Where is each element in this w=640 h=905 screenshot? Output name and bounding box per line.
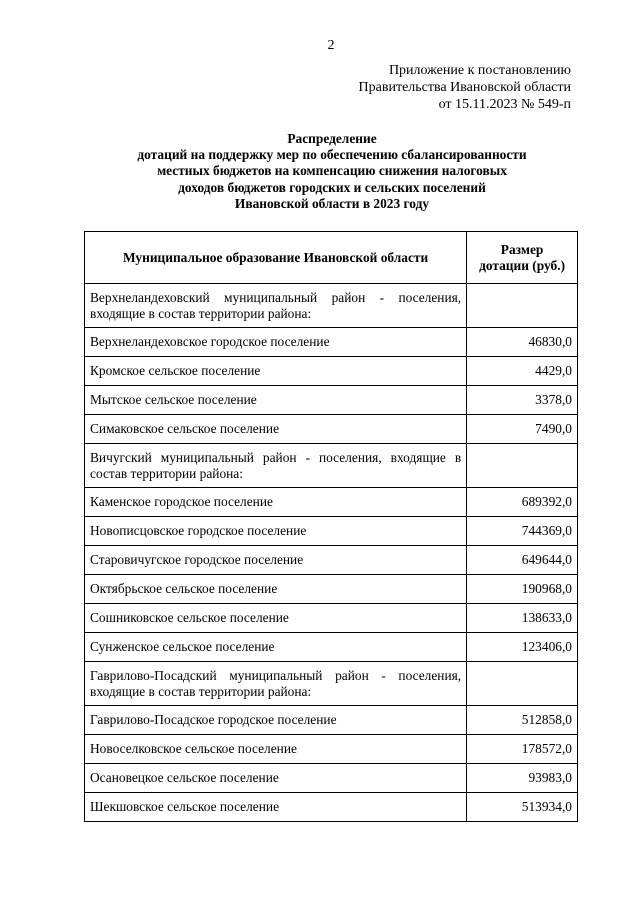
municipality-name: Сошниковское сельское поселение [85,604,467,633]
municipality-name: Осановецкое сельское поселение [85,764,467,793]
table-row [85,706,578,735]
municipality-name: Старовичугское городское поселение [85,546,467,575]
appendix-line-3: от 15.11.2023 № 549-п [438,97,571,112]
municipality-name: Гаврилово-Посадское городское поселение [85,706,467,735]
table-row [85,488,578,517]
subsidy-amount: 689392,0 [467,488,578,517]
subsidy-amount: 4429,0 [467,357,578,386]
appendix-block [359,62,571,113]
table-row [85,357,578,386]
municipality-name: Гаврилово-Посадский муниципальный район - поселения, входящие в состав территории района: [85,662,467,706]
subsidy-table [84,231,578,822]
page-number: 2 [327,38,335,53]
municipality-name: Верхнеландеховский муниципальный район - поселения, входящие в состав территории района: [85,284,467,328]
subsidy-amount: 7490,0 [467,415,578,444]
table-row-district-group [85,284,578,328]
table-row [85,546,578,575]
subsidy-amount: 190968,0 [467,575,578,604]
header-subsidy-amount [467,232,578,284]
document-title [90,131,574,212]
municipality-name: Новоселковское сельское поселение [85,735,467,764]
subsidy-amount: 178572,0 [467,735,578,764]
table-row [85,764,578,793]
subsidy-amount: 138633,0 [467,604,578,633]
title-line-1: Распределение [287,131,377,146]
header-subsidy-line-2: дотации (руб.) [479,257,566,273]
municipality-name: Симаковское сельское поселение [85,415,467,444]
title-line-5: Ивановской области в 2023 году [234,195,430,211]
table-row [85,793,578,822]
subsidy-amount [467,444,578,488]
appendix-line-2: Правительства Ивановской области [358,80,571,95]
subsidy-amount: 123406,0 [467,633,578,662]
subsidy-amount: 649644,0 [467,546,578,575]
municipality-name: Мытское сельское поселение [85,386,467,415]
subsidy-amount: 93983,0 [467,764,578,793]
table-row-district-group [85,662,578,706]
subsidy-amount: 46830,0 [467,328,578,357]
municipality-name: Вичугский муниципальный район - поселения, входящие в состав территории района: [85,444,467,488]
subsidy-amount: 3378,0 [467,386,578,415]
table-row [85,604,578,633]
municipality-name: Шекшовское сельское поселение [85,793,467,822]
subsidy-amount: 744369,0 [467,517,578,546]
table-row [85,633,578,662]
subsidy-amount: 512858,0 [467,706,578,735]
table-row-district-group [85,444,578,488]
municipality-name: Каменское городское поселение [85,488,467,517]
table-header-row [85,232,578,284]
header-municipality: Муниципальное образование Ивановской области [85,232,467,284]
municipality-name: Октябрьское сельское поселение [85,575,467,604]
table-row [85,735,578,764]
municipality-name: Новописцовское городское поселение [85,517,467,546]
header-subsidy-line-1: Размер [500,241,544,257]
subsidy-amount: 513934,0 [467,793,578,822]
title-line-3: местных бюджетов на компенсацию снижения налоговых [157,163,507,179]
title-line-4: доходов бюджетов городских и сельских поселений [178,179,486,195]
table-row [85,386,578,415]
table-row [85,328,578,357]
subsidy-amount [467,284,578,328]
title-line-2: дотаций на поддержку мер по обеспечению сбалансированности [137,147,527,163]
municipality-name: Кромское сельское поселение [85,357,467,386]
table-row [85,517,578,546]
subsidy-amount [467,662,578,706]
municipality-name: Верхнеландеховское городское поселение [85,328,467,357]
appendix-line-1: Приложение к постановлению [388,63,571,78]
table-row [85,415,578,444]
table-row [85,575,578,604]
municipality-name: Сунженское сельское поселение [85,633,467,662]
